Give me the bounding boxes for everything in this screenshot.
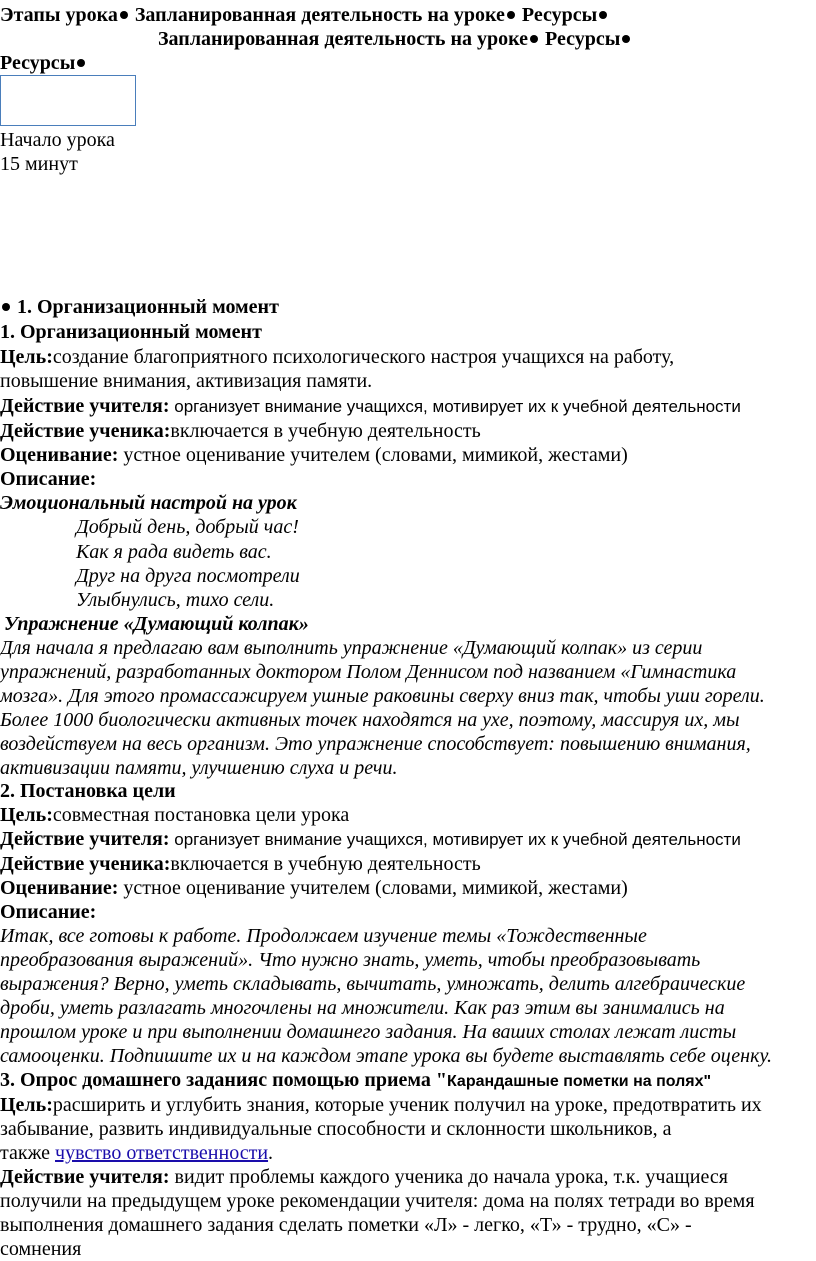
poem-line: Друг на друга посмотрели [76, 565, 300, 587]
goal-text: создание благоприятного психологического настроя учащихся на работу, [52, 346, 675, 368]
student-label: Действие ученика: [0, 420, 171, 442]
student-text: включается в учебную деятельность [170, 853, 481, 875]
teacher-text-line: получили на предыдущем уроке рекомендации учителя: дома на полях тетради во время [0, 1190, 755, 1212]
student-label: Действие ученика: [0, 853, 171, 875]
bullet-icon [120, 11, 128, 19]
section-3-title [0, 1068, 711, 1094]
bullet-icon [622, 35, 630, 43]
exercise-line: активизации памяти, улучшению слуха и речи. [0, 757, 398, 779]
teacher-label: Действие учителя: [0, 828, 170, 850]
goal-label: Цель: [0, 346, 53, 368]
description-line: дроби, уметь разлагать многочлены на множители. Как раз этим вы занимались на [0, 997, 725, 1019]
lesson-start-label: Начало урока [0, 129, 115, 151]
goal-text: совместная постановка цели урока [52, 804, 350, 826]
bullet-icon [599, 11, 607, 19]
description-line: преобразования выражений». Что нужно знать, уметь, чтобы преобразовывать [0, 949, 701, 971]
header-resources-2: Ресурсы [545, 28, 621, 50]
exercise-line: воздействуем на весь организм. Это упражнение способствует: повышению внимания, [0, 733, 751, 755]
teacher-text-line: выполнения домашнего задания сделать пометки «Л» - легко, «Т» - трудно, «С» - [0, 1214, 692, 1236]
teacher-text: организует внимание учащихся, мотивирует их к учебной деятельности [169, 830, 741, 849]
description-line: Итак, все готовы к работе. Продолжаем изучение темы «Тождественные [0, 925, 647, 947]
bullet-icon [2, 303, 10, 311]
bullet-icon [77, 59, 85, 67]
section-1-goal [0, 345, 674, 369]
header-row-1 [0, 3, 609, 27]
goal-label: Цель: [0, 1094, 53, 1116]
student-text: включается в учебную деятельность [170, 420, 481, 442]
evaluation-text: устное оценивание учителем (словами, мимикой, жестами) [118, 444, 628, 466]
goal-prefix: также [0, 1142, 56, 1164]
teacher-text: видит проблемы каждого ученика до начала урока, т.к. учащиеся [169, 1166, 728, 1188]
section-3-goal [0, 1093, 762, 1117]
section-1-goal-cont: повышение внимания, активизация памяти. [0, 370, 373, 392]
section-3-title-small: Карандашные пометки на полях" [446, 1073, 712, 1090]
evaluation-label: Оценивание: [0, 444, 119, 466]
lesson-duration: 15 минут [0, 153, 78, 175]
header-stages: Этапы урока [0, 4, 118, 26]
section-1-bullet-title [0, 295, 279, 319]
section-2-description-label: Описание: [0, 901, 97, 923]
header-row-3 [0, 51, 87, 75]
goal-suffix: . [268, 1142, 274, 1164]
goal-text: расширить и углубить знания, которые ученик получил на уроке, предотвратить их [52, 1094, 762, 1116]
exercise-line: упражнений, разработанных доктором Полом Деннисом под названием «Гимнастика [0, 661, 737, 683]
section-2-student-action [0, 852, 481, 876]
evaluation-text: устное оценивание учителем (словами, мимикой, жестами) [118, 877, 628, 899]
header-resources: Ресурсы [521, 4, 598, 26]
description-line: самооценки. Подпишите их и на каждом этапе урока вы будете выставлять себе оценку. [0, 1045, 773, 1067]
teacher-label: Действие учителя: [0, 1166, 170, 1188]
exercise-line: Для начала я предлагаю вам выполнить упражнение «Думающий колпак» из серии [0, 637, 703, 659]
section-3-goal-cont-2 [0, 1141, 273, 1165]
section-1-title: 1. Организационный момент [0, 321, 262, 343]
bullet-icon [530, 35, 538, 43]
section-1-bullet-title-text: 1. Организационный момент [17, 296, 279, 318]
exercise-line: Более 1000 биологически активных точек находятся на ухе, поэтому, массируя их, мы [0, 709, 740, 731]
header-planned: Запланированная деятельность на уроке [134, 4, 505, 26]
goal-label: Цель: [0, 804, 53, 826]
poem-line: Добрый день, добрый час! [76, 516, 299, 538]
section-3-goal-cont: забывание, развить индивидуальные способности и склонности школьников, а [0, 1118, 672, 1140]
exercise-title: Упражнение «Думающий колпак» [4, 613, 309, 635]
section-2-evaluation [0, 876, 628, 900]
section-1-evaluation [0, 443, 628, 467]
section-2-teacher-action [0, 827, 741, 852]
poem-line: Как я рада видеть вас. [76, 541, 272, 563]
section-1-student-action [0, 419, 481, 443]
section-3-teacher-action [0, 1165, 728, 1189]
description-line: выражения? Верно, уметь складывать, вычитать, умножать, делить алгебраические [0, 973, 746, 995]
mood-title: Эмоциональный настрой на урок [0, 492, 297, 514]
header-row-2 [158, 27, 632, 51]
evaluation-label: Оценивание: [0, 877, 119, 899]
section-1-teacher-action [0, 394, 741, 419]
teacher-text-line: сомнения [0, 1238, 82, 1260]
section-2-title: 2. Постановка цели [0, 780, 176, 802]
section-2-goal [0, 803, 349, 827]
description-line: прошлом уроке и при выполнении домашнего задания. На ваших столах лежат листы [0, 1021, 737, 1043]
poem-line: Улыбнулись, тихо сели. [76, 589, 275, 611]
teacher-text: организует внимание учащихся, мотивирует их к учебной деятельности [169, 397, 741, 416]
section-3-title-text: 3. Опрос домашнего заданияс помощью приема " [0, 1069, 447, 1091]
teacher-label: Действие учителя: [0, 395, 170, 417]
header-resources-3: Ресурсы [0, 52, 76, 74]
header-planned-2: Запланированная деятельность на уроке [158, 28, 529, 50]
section-1-description-label: Описание: [0, 468, 97, 490]
bullet-icon [507, 11, 515, 19]
responsibility-link[interactable]: чувство ответственности [55, 1142, 269, 1164]
empty-frame [0, 75, 136, 126]
exercise-line: мозга». Для этого промассажируем ушные раковины сверху вниз так, чтобы уши горели. [0, 685, 765, 707]
